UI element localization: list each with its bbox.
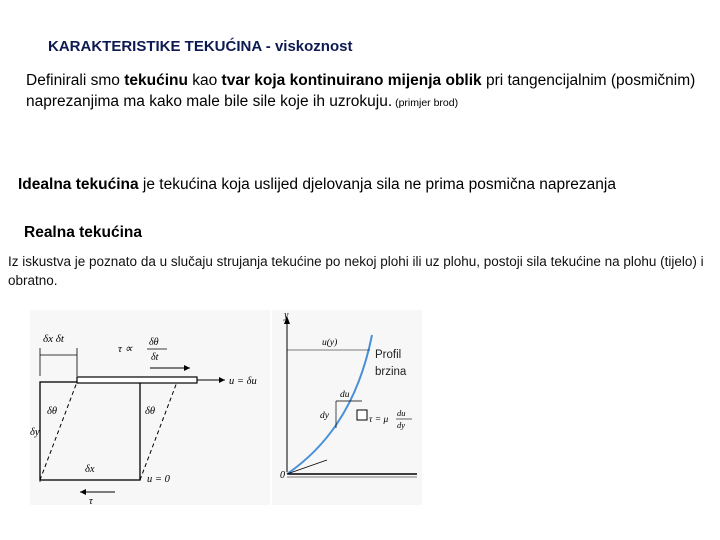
label-dy-profile: dy <box>320 411 329 421</box>
real-fluid-explanation: Iz iskustva je poznato da u slučaju strujanja tekućine po nekoj plohi ili uz plohu, postoji sila tekućine na plohu (tijelo) i obratno. <box>8 254 704 288</box>
label-y-axis: y <box>284 310 289 321</box>
ideal-fluid-text: je tekućina koja uslijed djelovanja sila ne prima posmična naprezanja <box>138 176 616 193</box>
definition-text-1: Definirali smo <box>26 72 125 89</box>
label-dtheta-right: δθ <box>145 406 156 417</box>
velocity-profile-label <box>375 347 406 381</box>
shear-deformation-figure <box>25 310 275 510</box>
label-frac-den: dy <box>397 420 406 430</box>
definition-bold-1: tekućinu <box>124 72 188 89</box>
label-dtheta-num: δθ <box>149 337 159 348</box>
label-dx-dt: δx δt <box>43 333 64 345</box>
profile-label-line-1: Profil <box>375 349 402 361</box>
fluid-element-square <box>357 410 367 420</box>
label-tau-bottom: τ <box>89 496 93 507</box>
definition-example-note: (primjer brod) <box>392 97 459 109</box>
label-frac-num: du <box>397 408 406 418</box>
page-title: KARAKTERISTIKE TEKUĆINA - viskoznost <box>48 38 353 55</box>
label-dx: δx <box>85 464 95 475</box>
label-u-du: u = δu <box>229 376 257 387</box>
definition-paragraph <box>26 70 716 114</box>
moving-plate <box>77 377 197 383</box>
label-u-zero: u = 0 <box>147 474 170 485</box>
velocity-profile-figure <box>272 310 422 505</box>
definition-text-2: kao <box>187 72 222 89</box>
label-tau-mu: τ = μ <box>369 415 389 425</box>
label-dtheta-left: δθ <box>47 406 58 417</box>
definition-text-3: pri tangencijalnim (posmičnim) naprezanjima ma kako male bile sile koje ih uzrokuju. <box>26 72 696 110</box>
ideal-fluid-sentence <box>18 176 616 194</box>
label-du: du <box>340 390 350 400</box>
label-origin: 0 <box>280 470 285 481</box>
definition-bold-2: tvar koja kontinuirano mijenja oblik <box>221 72 482 89</box>
profile-label-line-2: brzina <box>375 366 407 378</box>
label-dt-den: δt <box>151 352 159 363</box>
label-uy: u(y) <box>322 338 338 348</box>
real-fluid-heading: Realna tekućina <box>24 224 143 241</box>
ideal-fluid-term: Idealna tekućina <box>18 176 139 193</box>
label-tau-prop: τ ∝ <box>118 343 133 355</box>
label-dy: δy <box>30 427 40 438</box>
